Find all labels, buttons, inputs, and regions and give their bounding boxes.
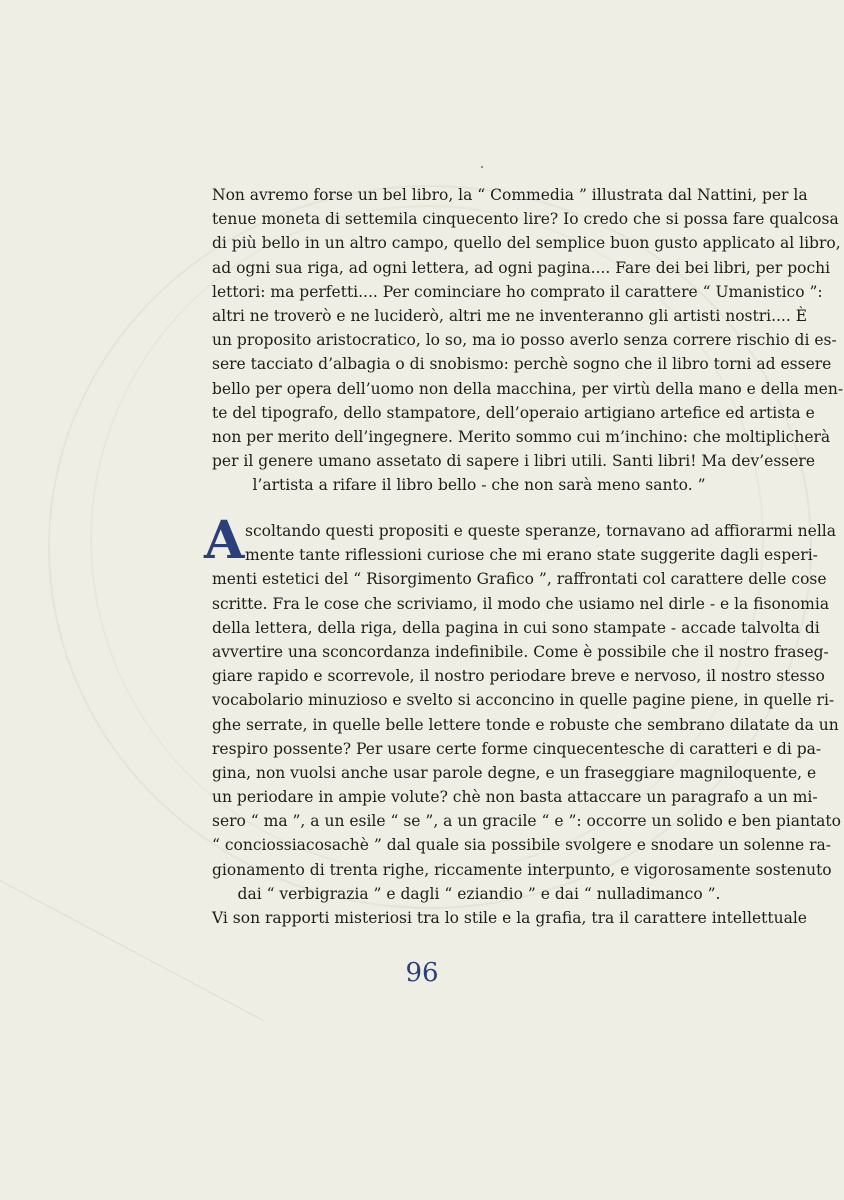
quote-line: ad ogni sua riga, ad ogni lettera, ad ogni pagina.... Fare dei bei libri, per pochi [212,258,831,277]
next-paragraph-line: Vi son rapporti misteriosi tra lo stile e la grafia, tra il carattere intellettuale [212,909,807,927]
quote-closing-line: l’artista a rifare il libro bello - che non sarà meno santo. ” [252,476,706,495]
paragraph-line: sero “ ma ”, a un esile “ se ”, a un gracile “ e ”: occorre un solido e ben piantato [212,812,841,831]
paragraph-line: menti estetici del “ Risorgimento Grafico ”, raffrontati col carattere delle cose [212,570,827,589]
quote-line: lettori: ma perfetti.... Per cominciare ho comprato il carattere “ Umanistico ”: [212,282,823,301]
paragraph-line: avvertire una sconcordanza indefinibile. Come è possibile che il nostro fraseg- [212,642,829,661]
quote-line: altri ne troverò e ne luciderò, altri me ne inventeranno gli artisti nostri.... È [212,306,808,325]
quote-line: bello per opera dell’uomo non della macchina, per virtù della mano e della men- [212,379,844,398]
paragraph-line: della lettera, della riga, della pagina in cui sono stampate - accade talvolta di [212,618,820,637]
paragraph-line: un periodare in ampie volute? chè non basta attaccare un paragrafo a un mi- [212,788,818,807]
paragraph-closing-line: dai “ verbigrazia ” e dagli “ eziandio ” e dai “ nulladimanco ”. [237,884,721,903]
paragraph-line: vocabolario minuzioso e svelto si acconcino in quelle pagine piene, in quelle ri- [212,691,835,710]
paragraph-line: giare rapido e scorrevole, il nostro periodare breve e nervoso, il nostro stesso [212,667,825,686]
paragraph-first-line: scoltando questi propositi e queste speranze, tornavano ad affiorarmi nella [245,522,836,540]
quote-block [212,183,844,497]
paragraph-line: scritte. Fra le cose che scriviamo, il modo che usiamo nel dirle - e la fisonomia [212,594,830,613]
paragraph-line: mente tante riflessioni curiose che mi erano state suggerite dagli esperi- [245,546,818,565]
quote-line: Non avremo forse un bel libro, la “ Commedia ” illustrata dal Nattini, per la [212,186,808,204]
paragraph-line: gina, non vuolsi anche usar parole degne, e un fraseggiare magniloquente, e [212,763,817,782]
page-number: 96 [405,958,439,988]
paragraph-line: respiro possente? Per usare certe forme cinquecentesche di caratteri e di pa- [212,739,822,758]
paragraph-line: gionamento di trenta righe, riccamente interpunto, e vigorosamente sostenuto [212,860,832,879]
paragraph-line: ghe serrate, in quelle belle lettere tonde e robuste che sembrano dilatate da un [212,715,839,734]
paragraph-line: “ conciossiacosachè ” dal quale sia possibile svolgere e snodare un solenne ra- [212,836,832,855]
quote-line: tenue moneta di settemila cinquecento lire? Io credo che si possa fare qualcosa [212,210,839,229]
quote-line: di più bello in un altro campo, quello del semplice buon gusto applicato al libro, [212,234,841,253]
printer-mark [481,166,483,168]
drop-cap-letter: A [204,510,245,571]
body-paragraph [204,510,841,930]
quote-line: per il genere umano assetato di sapere i libri utili. Santi libri! Ma dev’essere [212,452,816,471]
quote-line: sere tacciato d’albagia o di snobismo: perchè sogno che il libro torni ad essere [212,355,832,374]
quote-line: non per merito dell’ingegnere. Merito sommo cui m’inchino: che moltiplicherà [212,427,831,446]
quote-line: un proposito aristocratico, lo so, ma io posso averlo senza correre rischio di es- [212,331,837,350]
quote-line: te del tipografo, dello stampatore, dell’operaio artigiano artefice ed artista e [212,403,815,422]
